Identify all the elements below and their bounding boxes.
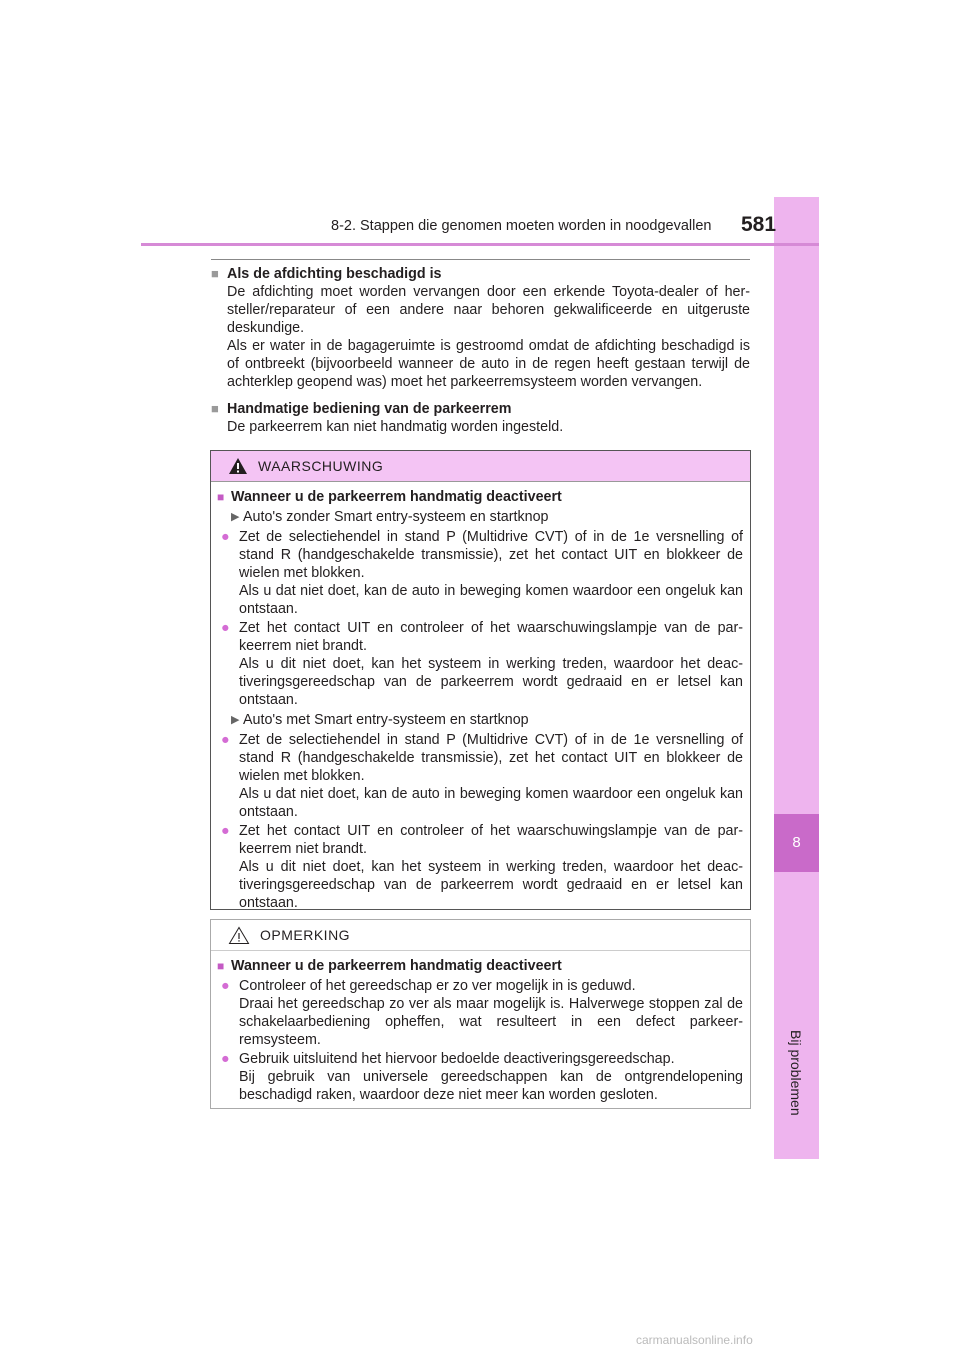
bullet-dot-icon: ● [221, 823, 230, 839]
paragraph: De afdichting moet worden vervangen door een erkende Toyota-dealer of her-steller/reparateur of een andere naar behoren gekwalificeerde en uitgeruste deskundige. [227, 284, 750, 336]
section-title: Als de afdichting beschadigd is [227, 266, 442, 282]
paragraph: Als er water in de bagageruimte is gestroomd omdat de afdichting beschadigd is of ontbreekt (bijvoorbeeld wanneer de auto in de regen heeft gestaan terwijl de achterklep geopend was) moet het parkeerremsysteem worden vervangen. [227, 338, 750, 390]
warning-box [210, 450, 751, 910]
paragraph: Draai het gereedschap zo ver als maar mogelijk is. Halverwege stoppen zal de schakelaarbediening opheffen, wat resulteert in een defect parkeer-remsysteem. [239, 996, 743, 1048]
chapter-number: 8 [774, 814, 819, 872]
paragraph: Bij gebruik van universele gereedschappen kan de ontgrendelopening beschadigd raken, waardoor deze niet meer kan worden gesloten. [239, 1069, 743, 1103]
section-header-title: 8-2. Stappen die genomen moeten worden in noodgevallen [331, 218, 712, 234]
note-heading-text: OPMERKING [260, 927, 351, 943]
paragraph: Zet de selectiehendel in stand P (Multidrive CVT) of in de 1e versnelling of stand R (handgeschakelde transmissie), zet het contact UIT en blokkeer de wielen met blokken. [239, 529, 743, 581]
list-item [217, 731, 743, 821]
warning-heading [211, 451, 750, 482]
bullet-dot-icon: ● [221, 978, 230, 994]
side-tab [774, 197, 819, 1159]
section-body [211, 283, 750, 391]
main-content [211, 265, 750, 445]
chapter-label: Bij problemen [788, 1030, 804, 1116]
paragraph: Controleer of het gereedschap er zo ver mogelijk in is geduwd. [239, 978, 636, 994]
caution-outline-icon [228, 926, 250, 945]
footer-watermark: carmanualsonline.info [636, 1333, 753, 1347]
paragraph: Gebruik uitsluitend het hiervoor bedoelde deactiveringsgereedschap. [239, 1051, 675, 1067]
paragraph: Zet de selectiehendel in stand P (Multidrive CVT) of in de 1e versnelling of stand R (handgeschakelde transmissie), zet het contact UIT en blokkeer de wielen met blokken. [239, 732, 743, 784]
arrow-icon: ▶ [231, 714, 240, 726]
square-bullet-icon: ■ [217, 490, 225, 504]
paragraph: Als u dit niet doet, kan het systeem in werking treden, waardoor het deac-tiveringsgereedschap van de parkeerrem wordt gedraaid en er letsel kan ontstaan. [239, 656, 743, 708]
paragraph: Als u dit niet doet, kan het systeem in werking treden, waardoor het deac-tiveringsgereedschap van de parkeerrem wordt gedraaid en er letsel kan ontstaan. [239, 859, 743, 911]
arrow-icon: ▶ [231, 511, 240, 523]
list-item [217, 822, 743, 912]
paragraph: De parkeerrem kan niet handmatig worden ingesteld. [227, 419, 564, 435]
content-top-rule [211, 259, 750, 260]
bullet-dot-icon: ● [221, 529, 230, 545]
paragraph: Zet het contact UIT en controleer of het waarschuwingslampje van de par-keerrem niet brandt. [239, 823, 743, 857]
paragraph: Zet het contact UIT en controleer of het waarschuwingslampje van de par-keerrem niet brandt. [239, 620, 743, 654]
section-seal-damaged [211, 265, 750, 391]
list-item [217, 1050, 743, 1104]
square-bullet-icon: ■ [211, 401, 219, 416]
warning-triangle-icon [228, 457, 248, 475]
note-title: Wanneer u de parkeerrem handmatig deactiveert [231, 958, 562, 974]
paragraph: Als u dat niet doet, kan de auto in beweging komen waardoor een ongeluk kan ontstaan. [239, 583, 743, 617]
list-item [217, 619, 743, 709]
section-body [211, 418, 750, 436]
warning-heading-text: WAARSCHUWING [258, 458, 384, 474]
page-number: 581 [741, 213, 777, 236]
section-manual-operation [211, 400, 750, 436]
bullet-dot-icon: ● [221, 1051, 230, 1067]
list-item [217, 528, 743, 618]
section-title: Handmatige bediening van de parkeerrem [227, 401, 512, 417]
header-rule [141, 243, 819, 246]
bullet-dot-icon: ● [221, 732, 230, 748]
paragraph: Als u dat niet doet, kan de auto in beweging komen waardoor een ongeluk kan ontstaan. [239, 786, 743, 820]
note-box [210, 919, 751, 1109]
bullet-dot-icon: ● [221, 620, 230, 636]
variant-label: Auto's met Smart entry-systeem en startknop [243, 712, 529, 728]
warning-title: Wanneer u de parkeerrem handmatig deactiveert [231, 489, 562, 505]
square-bullet-icon: ■ [217, 959, 225, 973]
note-heading [211, 920, 750, 951]
variant-label: Auto's zonder Smart entry-systeem en startknop [243, 509, 549, 525]
list-item [217, 977, 743, 1049]
square-bullet-icon: ■ [211, 266, 219, 281]
